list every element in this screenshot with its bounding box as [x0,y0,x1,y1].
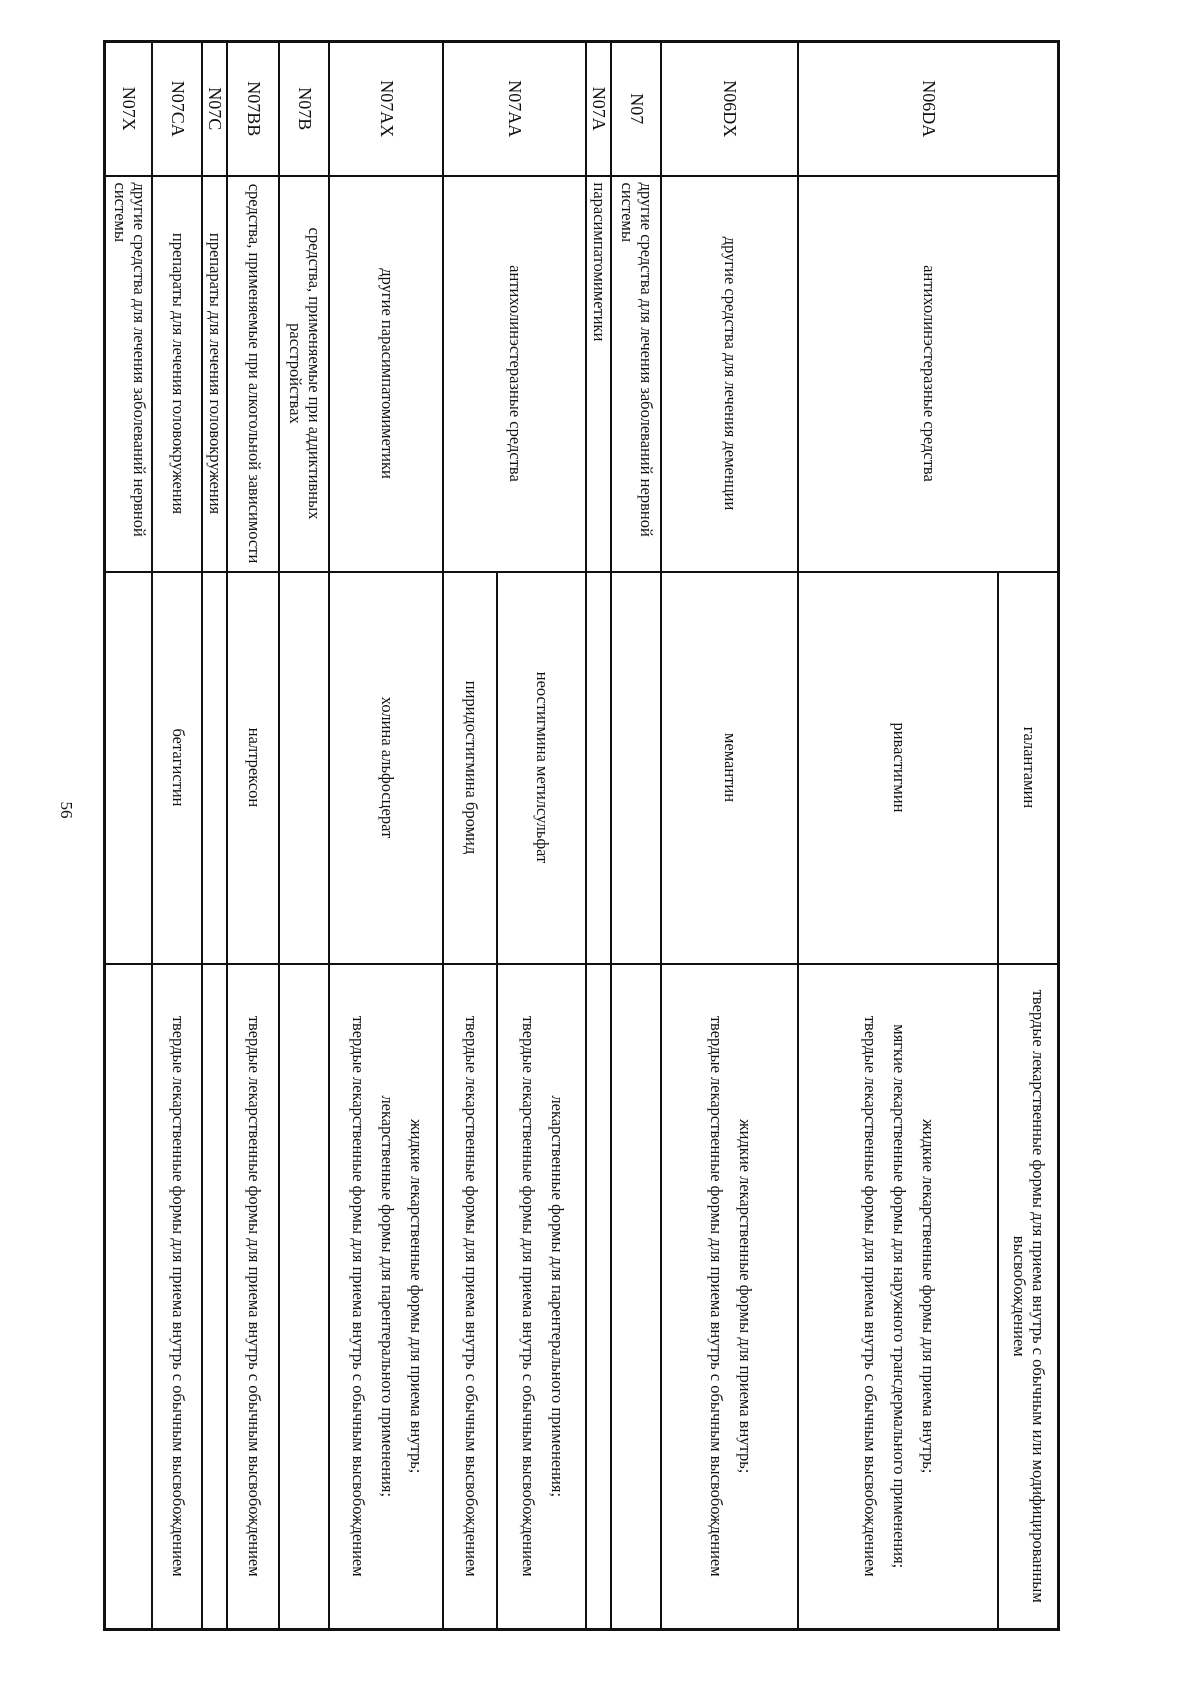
drug-name-cell [587,572,612,964]
dosage-forms-cell [999,964,1059,1630]
atc-code-cell: N07AX [330,42,444,176]
drug-name-cell: мемантин [662,572,799,964]
dosage-form: лекарственные формы для парентерального применения; [547,1095,567,1498]
atc-code-cell: N07AA [444,42,587,176]
dosage-form: твердые лекарственные формы для приема внутрь с обычным высвобождением [861,1015,881,1577]
dosage-forms-cell [228,964,280,1630]
dosage-form: твердые лекарственные формы для приема внутрь с обычным или модифицированным высвобождением [1010,989,1049,1603]
group-name-cell: препараты для лечения головокружения [153,176,203,572]
group-name-cell: другие средства для лечения заболеваний нервной системы [612,176,662,572]
rotated-table-stage [105,40,1060,1628]
page-number: 56 [57,801,76,819]
dosage-forms-cell [444,964,498,1630]
atc-code-cell: N07 [612,42,662,176]
dosage-form: жидкие лекарственные формы для приема внутрь; [406,1119,426,1474]
table-row [999,42,1059,1630]
atc-code-cell: N07C [203,42,228,176]
atc-code-cell: N07X [105,42,153,176]
dosage-form: жидкие лекарственные формы для приема внутрь; [735,1119,755,1474]
dosage-form: твердые лекарственные формы для приема внутрь с обычным высвобождением [168,1015,188,1577]
atc-code-cell: N06DA [799,42,1059,176]
drug-table-body [105,42,1059,1630]
group-name-cell: антихолинэстеразные средства [444,176,587,572]
dosage-form: жидкие лекарственные формы для приема внутрь; [918,1119,938,1474]
atc-code-cell: N07B [280,42,330,176]
table-row [280,42,330,1630]
dosage-form: твердые лекарственные формы для приема внутрь с обычным высвобождением [519,1015,538,1577]
dosage-forms-cell [498,964,587,1630]
dosage-forms-cell [612,964,662,1630]
table-row [498,42,587,1630]
group-name-cell: другие средства для лечения деменции [662,176,799,572]
group-name-cell: антихолинэстеразные средства [799,176,1059,572]
dosage-form: твердые лекарственные формы для приема внутрь с обычным высвобождением [707,1015,726,1577]
dosage-forms-cell [203,964,228,1630]
dosage-forms-cell [105,964,153,1630]
group-name-cell: парасимпатомиметики [587,176,612,572]
drug-name-cell: галантамин [999,572,1059,964]
drug-name-cell: налтрексон [228,572,280,964]
group-name-cell: средства, применяемые при алкогольной зависимости [228,176,280,572]
table-row [105,42,153,1630]
dosage-forms-cell [662,964,799,1630]
group-name-cell: другие парасимпатомиметики [330,176,444,572]
atc-code-cell: N06DX [662,42,799,176]
drug-name-cell [203,572,228,964]
atc-code-cell: N07CA [153,42,203,176]
dosage-form: твердые лекарственные формы для приема внутрь с обычным высвобождением [349,1015,369,1577]
table-row [612,42,662,1630]
dosage-form: мягкие лекарственные формы для наружного трансдермального применения; [889,1024,909,1569]
drug-table [103,40,1060,1631]
group-name-cell: препараты для лечения головокружения [203,176,228,572]
drug-name-cell: ривастигмин [799,572,999,964]
drug-name-cell: холина альфосцерат [330,572,444,964]
group-name-cell: другие средства для лечения заболеваний нервной системы [105,176,153,572]
table-row [587,42,612,1630]
dosage-forms-cell [153,964,203,1630]
dosage-forms-cell [587,964,612,1630]
table-row [662,42,799,1630]
atc-code-cell: N07BB [228,42,280,176]
group-name-cell: средства, применяемые при аддиктивных расстройствах [280,176,330,572]
dosage-forms-cell [799,964,999,1630]
table-row [330,42,444,1630]
dosage-form: лекарственные формы для парентерального применения; [377,1095,397,1498]
drug-name-cell [280,572,330,964]
drug-name-cell: неостигмина метилсульфат [498,572,587,964]
table-row [153,42,203,1630]
dosage-form: твердые лекарственные формы для приема внутрь с обычным высвобождением [461,1015,481,1577]
drug-name-cell: пиридостигмина бромид [444,572,498,964]
drug-name-cell [105,572,153,964]
dosage-forms-cell [280,964,330,1630]
drug-name-cell [612,572,662,964]
drug-name-cell: бетагистин [153,572,203,964]
atc-code-cell: N07A [587,42,612,176]
dosage-form: твердые лекарственные формы для приема внутрь с обычным высвобождением [244,1015,264,1577]
dosage-forms-cell [330,964,444,1630]
table-row [228,42,280,1630]
table-row [203,42,228,1630]
